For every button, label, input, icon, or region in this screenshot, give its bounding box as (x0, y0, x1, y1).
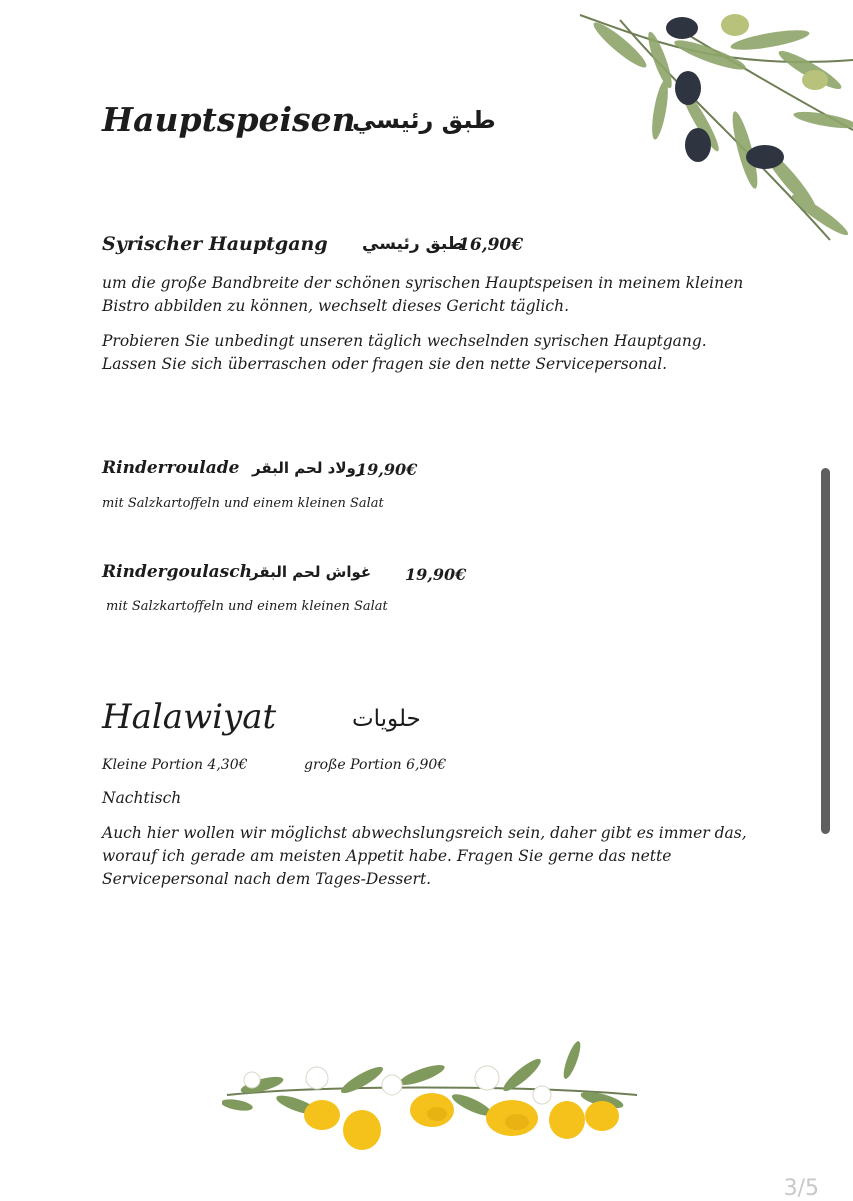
dessert-section-title: Halawiyat (102, 697, 277, 737)
dish-name: Rinderroulade (102, 458, 240, 478)
main-section-title: Hauptspeisen (102, 100, 356, 139)
dish-description: Probieren Sie unbedingt unseren täglich wechselnden syrischen Hauptgang. Lassen Sie sich überraschen oder fragen sie den nette Servicepersonal. (102, 332, 707, 373)
scrollbar-thumb[interactable] (821, 468, 830, 834)
dish-price: 19,90€ (356, 460, 418, 479)
dessert-description: Auch hier wollen wir möglichst abwechslungsreich sein, daher gibt es immer das, worauf ich gerade am meisten Appetit habe. Fragen Sie gerne das nette Servicepersonal nach dem Tages-Dessert. (102, 824, 747, 888)
dish-name-arabic: طبق رئيسي (362, 234, 464, 254)
dish-description: mit Salzkartoffeln und einem kleinen Salat (102, 496, 384, 511)
lemon-branch-illustration (222, 1040, 642, 1160)
dish-price: 19,90€ (405, 565, 467, 584)
olive-branch-illustration (560, 0, 853, 260)
dessert-section-title-arabic: حلويات (352, 706, 421, 732)
main-section-title-arabic: طبق رئيسي (352, 106, 496, 134)
dish-name: Syrischer Hauptgang (102, 233, 328, 255)
dish-price: 16,90€ (458, 235, 524, 255)
large-portion-price: große Portion 6,90€ (304, 757, 447, 773)
dish-description: um die große Bandbreite der schönen syrischen Hauptspeisen in meinem kleinen Bistro abbilden zu können, wechselt dieses Gericht täglich. (102, 274, 744, 315)
dessert-subtitle: Nachtisch (102, 789, 182, 807)
small-portion-price: Kleine Portion 4,30€ (102, 757, 248, 773)
dish-name-arabic: غواش لحم البقر (250, 563, 372, 581)
dish-name-arabic: رولاد لحم البقر (252, 459, 365, 477)
dish-description: mit Salzkartoffeln und einem kleinen Salat (106, 599, 388, 614)
dish-name: Rindergoulasch (102, 562, 252, 582)
page-indicator: 3/5 (783, 1176, 819, 1201)
